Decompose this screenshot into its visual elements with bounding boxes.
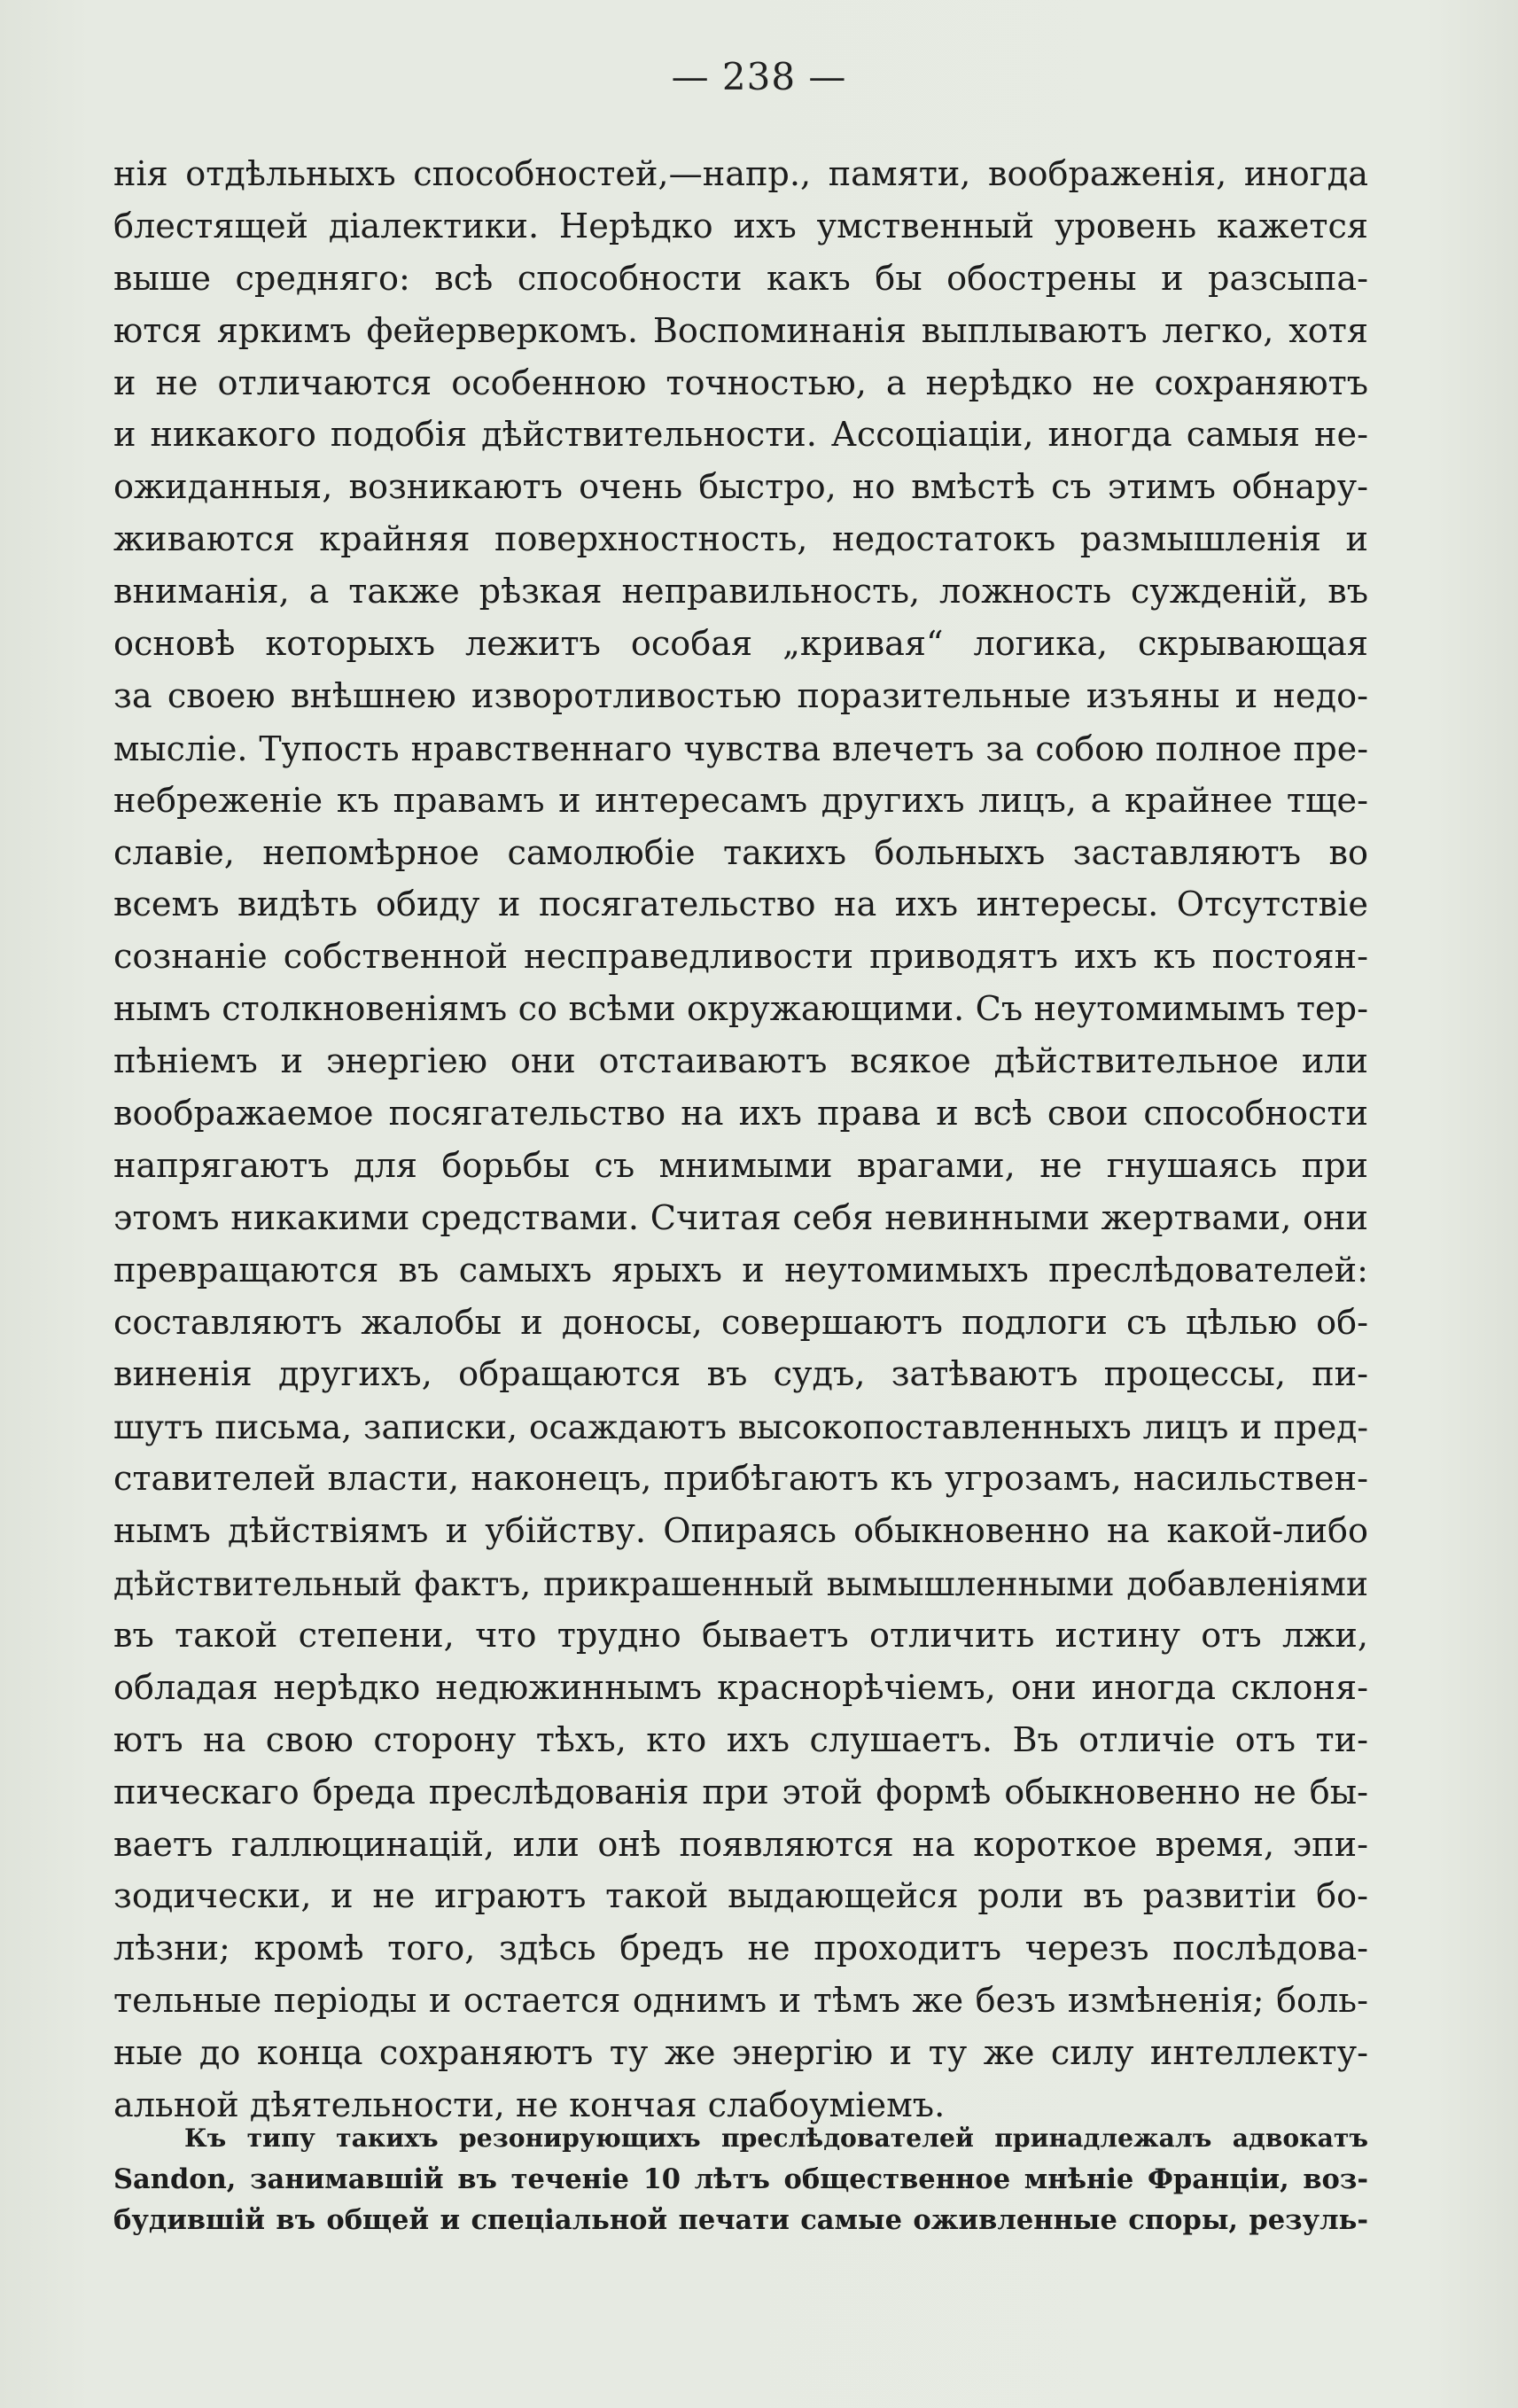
body-line: виненія другихъ, обращаются въ судъ, затѣваютъ процессы, пи-	[113, 1355, 1368, 1395]
body-line: нымъ дѣйствіямъ и убійству. Опираясь обыкновенно на какой-либо	[113, 1512, 1368, 1552]
body-line: и никакого подобія дѣйствительности. Ассоціаціи, иногда самыя не-	[113, 416, 1368, 456]
body-line: пическаго бреда преслѣдованія при этой формѣ обыкновенно не бы-	[113, 1773, 1368, 1812]
body-line: ются яркимъ фейерверкомъ. Воспоминанія выплываютъ легко, хотя	[113, 311, 1368, 351]
body-line-last: альной дѣятельности, не кончая слабоуміемъ.	[113, 2085, 946, 2125]
body-line: шутъ письма, записки, осаждаютъ высокопоставленныхъ лицъ и пред-	[113, 1407, 1368, 1447]
body-line: за своею внѣшнею изворотливостью поразительные изъяны и недо-	[113, 676, 1368, 716]
body-line: пѣніемъ и энергіею они отстаиваютъ всякое дѣйствительное или	[113, 1042, 1368, 1082]
body-line: этомъ никакими средствами. Считая себя невинными жертвами, они	[113, 1198, 1368, 1238]
body-text	[113, 149, 1368, 2132]
body-line: всемъ видѣть обиду и посягательство на ихъ интересы. Отсутствіе	[113, 885, 1368, 925]
body-line: превращаются въ самыхъ ярыхъ и неутомимыхъ преслѣдователей:	[113, 1251, 1368, 1290]
body-line: зодически, и не играютъ такой выдающейся роли въ развитіи бо-	[113, 1877, 1368, 1917]
footnote-line: будившій въ общей и спеціальной печати самые оживленные споры, резуль-	[113, 2204, 1368, 2236]
body-line: ные до конца сохраняютъ ту же энергію и ту же силу интеллекту-	[113, 2034, 1368, 2074]
body-line: напрягаютъ для борьбы съ мнимыми врагами, не гнушаясь при	[113, 1146, 1368, 1186]
body-line: лѣзни; кромѣ того, здѣсь бредъ не проходитъ черезъ послѣдова-	[113, 1929, 1368, 1969]
body-line: небреженіе къ правамъ и интересамъ другихъ лицъ, а крайнее тще-	[113, 781, 1368, 821]
footnote-line: Къ типу такихъ резонирующихъ преслѣдователей принадлежалъ адвокатъ	[184, 2124, 1368, 2153]
body-line: выше средняго: всѣ способности какъ бы обострены и разсыпа-	[113, 259, 1368, 299]
body-line: нія отдѣльныхъ способностей,—напр., памяти, воображенія, иногда	[113, 155, 1368, 194]
body-line: нымъ столкновеніямъ со всѣми окружающими. Съ неутомимымъ тер-	[113, 990, 1368, 1030]
body-line: основѣ которыхъ лежитъ особая „кривая“ логика, скрывающая	[113, 625, 1368, 665]
body-line: составляютъ жалобы и доносы, совершаютъ подлоги съ цѣлью об-	[113, 1303, 1368, 1343]
body-line: славіе, непомѣрное самолюбіе такихъ больныхъ заставляютъ во	[113, 833, 1368, 873]
body-line: ютъ на свою сторону тѣхъ, кто ихъ слушаетъ. Въ отличіе отъ ти-	[113, 1720, 1368, 1760]
body-line: ставителей власти, наконецъ, прибѣгаютъ къ угрозамъ, насильствен-	[113, 1460, 1368, 1500]
page-number: — 238 —	[671, 55, 847, 98]
body-line: ваетъ галлюцинацій, или онѣ появляются на короткое время, эпи-	[113, 1825, 1368, 1865]
footnote-line: Sandon, занимавшій въ теченіе 10 лѣтъ общественное мнѣніе Франціи, воз-	[113, 2163, 1368, 2195]
body-line: въ такой степени, что трудно бываетъ отличить истину отъ лжи,	[113, 1616, 1368, 1656]
body-line: вниманія, а также рѣзкая неправильность, ложность сужденій, въ	[113, 573, 1368, 612]
body-line: тельные періоды и остается однимъ и тѣмъ же безъ измѣненія; боль-	[113, 1982, 1368, 2022]
body-line: мысліе. Тупость нравственнаго чувства влечетъ за собою полное пре-	[113, 729, 1368, 768]
body-line: и не отличаются особенною точностью, а нерѣдко не сохраняютъ	[113, 363, 1368, 403]
body-line: обладая нерѣдко недюжиннымъ краснорѣчіемъ, они иногда склоня-	[113, 1668, 1368, 1708]
body-line: дѣйствительный фактъ, прикрашенный вымышленными добавленіями	[113, 1564, 1368, 1604]
footnote	[113, 2118, 1368, 2240]
body-line: сознаніе собственной несправедливости приводятъ ихъ къ постоян-	[113, 938, 1368, 978]
body-line: блестящей діалектики. Нерѣдко ихъ умственный уровень кажется	[113, 207, 1368, 246]
body-line: воображаемое посягательство на ихъ права и всѣ свои способности	[113, 1095, 1368, 1134]
body-line: живаются крайняя поверхностность, недостатокъ размышленія и	[113, 520, 1368, 560]
body-line: ожиданныя, возникаютъ очень быстро, но вмѣстѣ съ этимъ обнару-	[113, 468, 1368, 508]
